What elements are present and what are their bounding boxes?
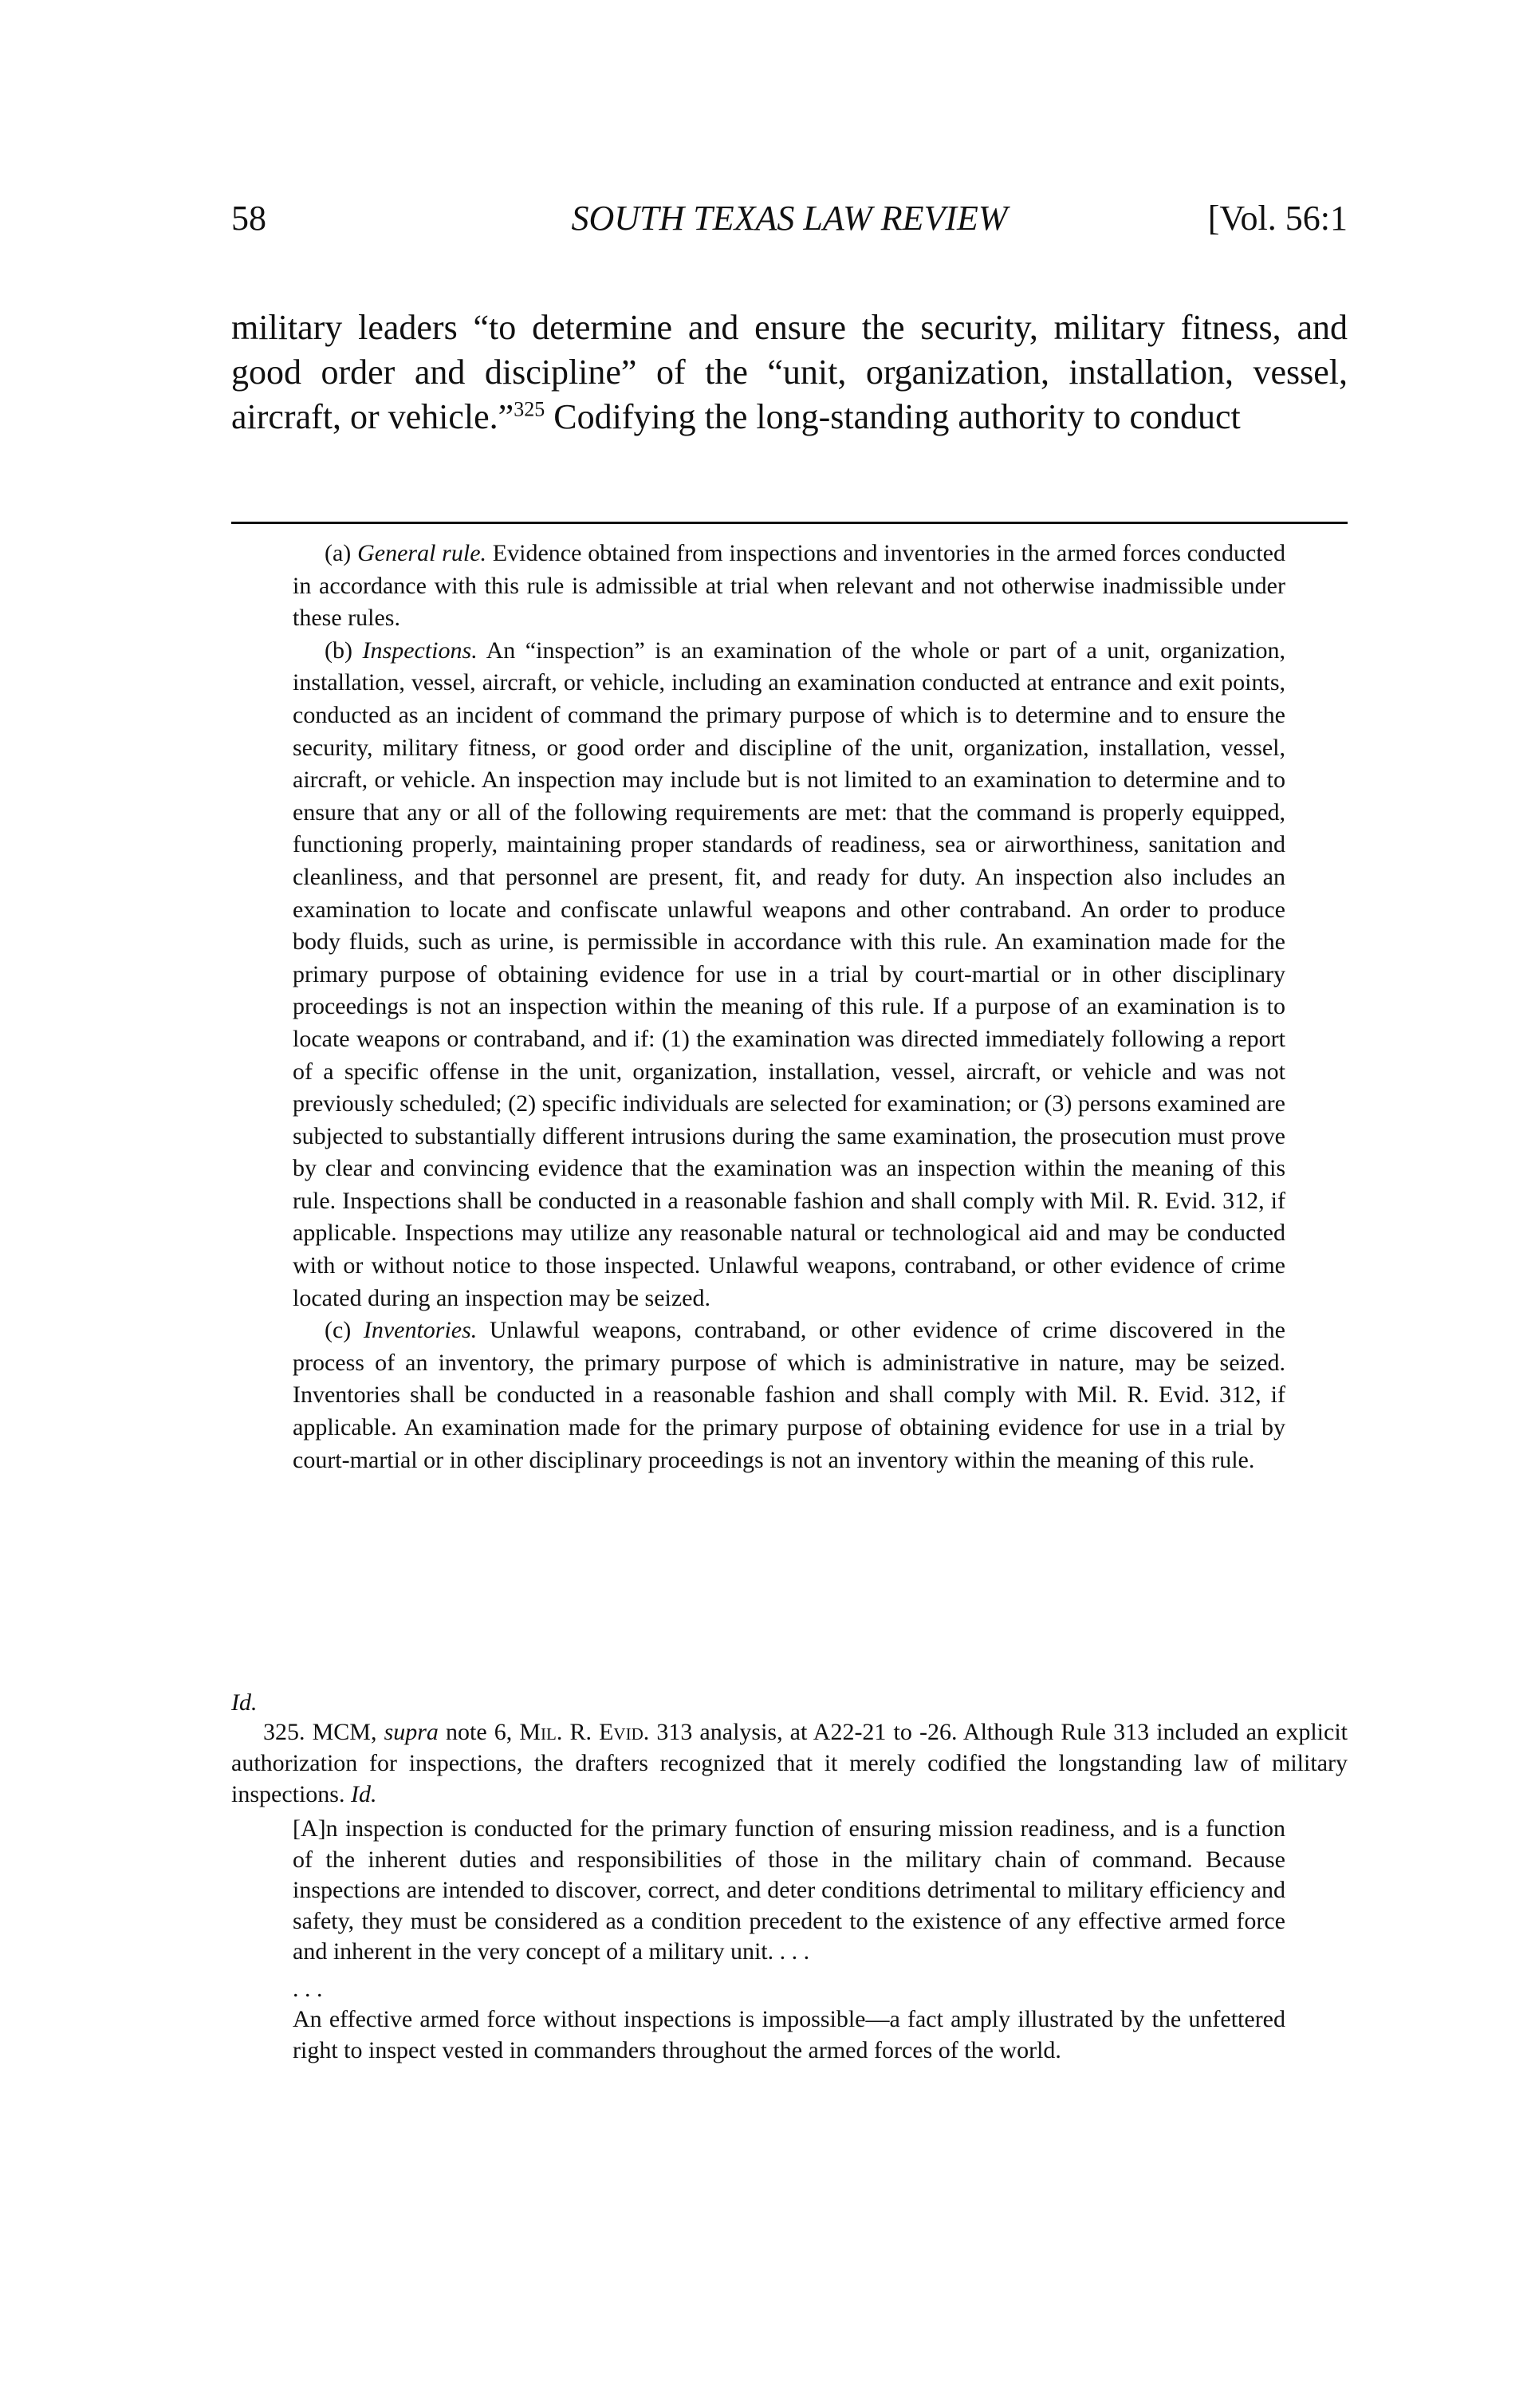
subsection-b-text: An “inspection” is an examination of the whole or part of a unit, organization, installation, vessel, aircraft, or vehicle, including an examination conducted at entrance and exit points, conducted as an incident of command the primary purpose of which is to determine and to ensure the security, military fitness, or good order and discipline of the unit, organization, installation, vessel, aircraft, or vehicle. An inspection may include but is not limited to an examination to determine and to ensure that any or all of the following requirements are met: that the command is properly equipped, functioning properly, maintaining proper standards of readiness, sea or airworthiness, sanitation and cleanliness, and that personnel are present, fit, and ready for duty. An inspection also includes an examination to locate and confiscate unlawful weapons and other contraband. An order to produce body fluids, such as urine, is permissible in accordance with this rule. An examination made for the primary purpose of obtaining evidence for use in a trial by court-martial or in other disciplinary proceedings is not an inspection within the meaning of this rule. If a purpose of an examination is to locate weapons or contraband, and if: (1) the examination was directed immediately following a report of a specific offense in the unit, organization, installation, vessel, aircraft, or vehicle and was not previously scheduled; (2) specific individuals are selected for examination; or (3) persons examined are subjected to substantially different intrusions during the same examination, the prosecution must prove by clear and convincing evidence that the examination was an inspection within the meaning of this rule. Inspections shall be conducted in a reasonable fashion and shall comply with Mil. R. Evid. 312, if applicable. Inspections may utilize any reasonable natural or technological aid and may be conducted with or without notice to those inspected. Unlawful weapons, contraband, or other evidence of crime located during an inspection may be seized. — [293, 636, 1285, 1311]
footnote-325-number: 325. — [263, 1719, 305, 1745]
footnote-325-id: Id. — [351, 1781, 377, 1807]
volume-citation: [Vol. 56:1 — [1207, 199, 1348, 238]
body-text-part-2: Codifying the long-standing authority to conduct — [545, 397, 1241, 436]
footnote-325 — [231, 1716, 1348, 1810]
block-quote-paragraph-1: [A]n inspection is conducted for the primary function of ensuring mission readiness, and is a function of the inherent duties and responsibilities of those in the military chain of command. Because inspections are intended to discover, correct, and deter conditions detrimental to military efficiency and safety, they must be considered as a condition precedent to the existence of any effective armed force and inherent in the very concept of a military unit. . . . — [293, 1815, 1285, 1965]
page-number: 58 — [231, 199, 266, 238]
journal-title: SOUTH TEXAS LAW REVIEW — [571, 199, 1008, 238]
footnote-reference: 325 — [514, 397, 545, 421]
footnote-325-supra: supra — [384, 1719, 439, 1745]
subsection-c-label: (c) — [325, 1317, 364, 1344]
block-quote-ellipsis: . . . — [293, 1975, 323, 2002]
subsection-a-heading: General rule. — [357, 540, 487, 566]
subsection-c-heading: Inventories. — [363, 1317, 478, 1344]
subsection-a-text: Evidence obtained from inspections and inventories in the armed forces conducted in accordance with this rule is admissible at trial when relevant and not otherwise inadmissible under these rules. — [293, 540, 1285, 632]
rule-subsection-b — [293, 635, 1285, 1314]
footnote-325-block-quote — [293, 1814, 1285, 2066]
rule-subsection-c — [293, 1314, 1285, 1476]
subsection-c-text: Unlawful weapons, contraband, or other evidence of crime discovered in the process of an inventory, the primary purpose of which is administrative in nature, may be seized. Inventories shall be conducted in a reasonable fashion and shall comply with Mil. R. Evid. 312, if applicable. An examination made for the primary purpose of obtaining evidence for use in a trial by court-martial or in other disciplinary proceedings is not an inventory within the meaning of this rule. — [293, 1317, 1285, 1473]
footnote-id-citation: Id. — [231, 1689, 258, 1716]
footnote-325-text-1: MCM, — [305, 1719, 384, 1745]
body-text-part-1: military leaders “to determine and ensure the security, military fitness, and good order and discipline” of the “unit, organization, installation, vessel, aircraft, or vehicle.” — [231, 308, 1348, 436]
body-paragraph — [231, 305, 1348, 439]
footnote-separator — [231, 522, 1348, 524]
running-header — [231, 198, 1348, 254]
footnote-325-rule-cite: Mil. R. Evid. — [519, 1719, 650, 1745]
paragraph-gap — [293, 1968, 1285, 1974]
subsection-b-label: (b) — [325, 636, 363, 664]
footnote-325-text-2: note 6, — [438, 1719, 520, 1745]
rule-subsection-a — [293, 538, 1285, 635]
footnote-325-text-3: 313 analysis, at A22-21 to -26. Although Rule 313 included an explicit authorization for inspections, the drafters recognized that it merely codified the longstanding law of military inspections. — [231, 1719, 1348, 1807]
subsection-a-label: (a) — [325, 540, 358, 566]
subsection-b-heading: Inspections. — [362, 636, 478, 664]
footnote-block-quote — [293, 538, 1285, 1476]
block-quote-paragraph-2: An effective armed force without inspections is impossible—a fact amply illustrated by the unfettered right to inspect vested in commanders throughout the armed forces of the world. — [293, 2006, 1285, 2063]
